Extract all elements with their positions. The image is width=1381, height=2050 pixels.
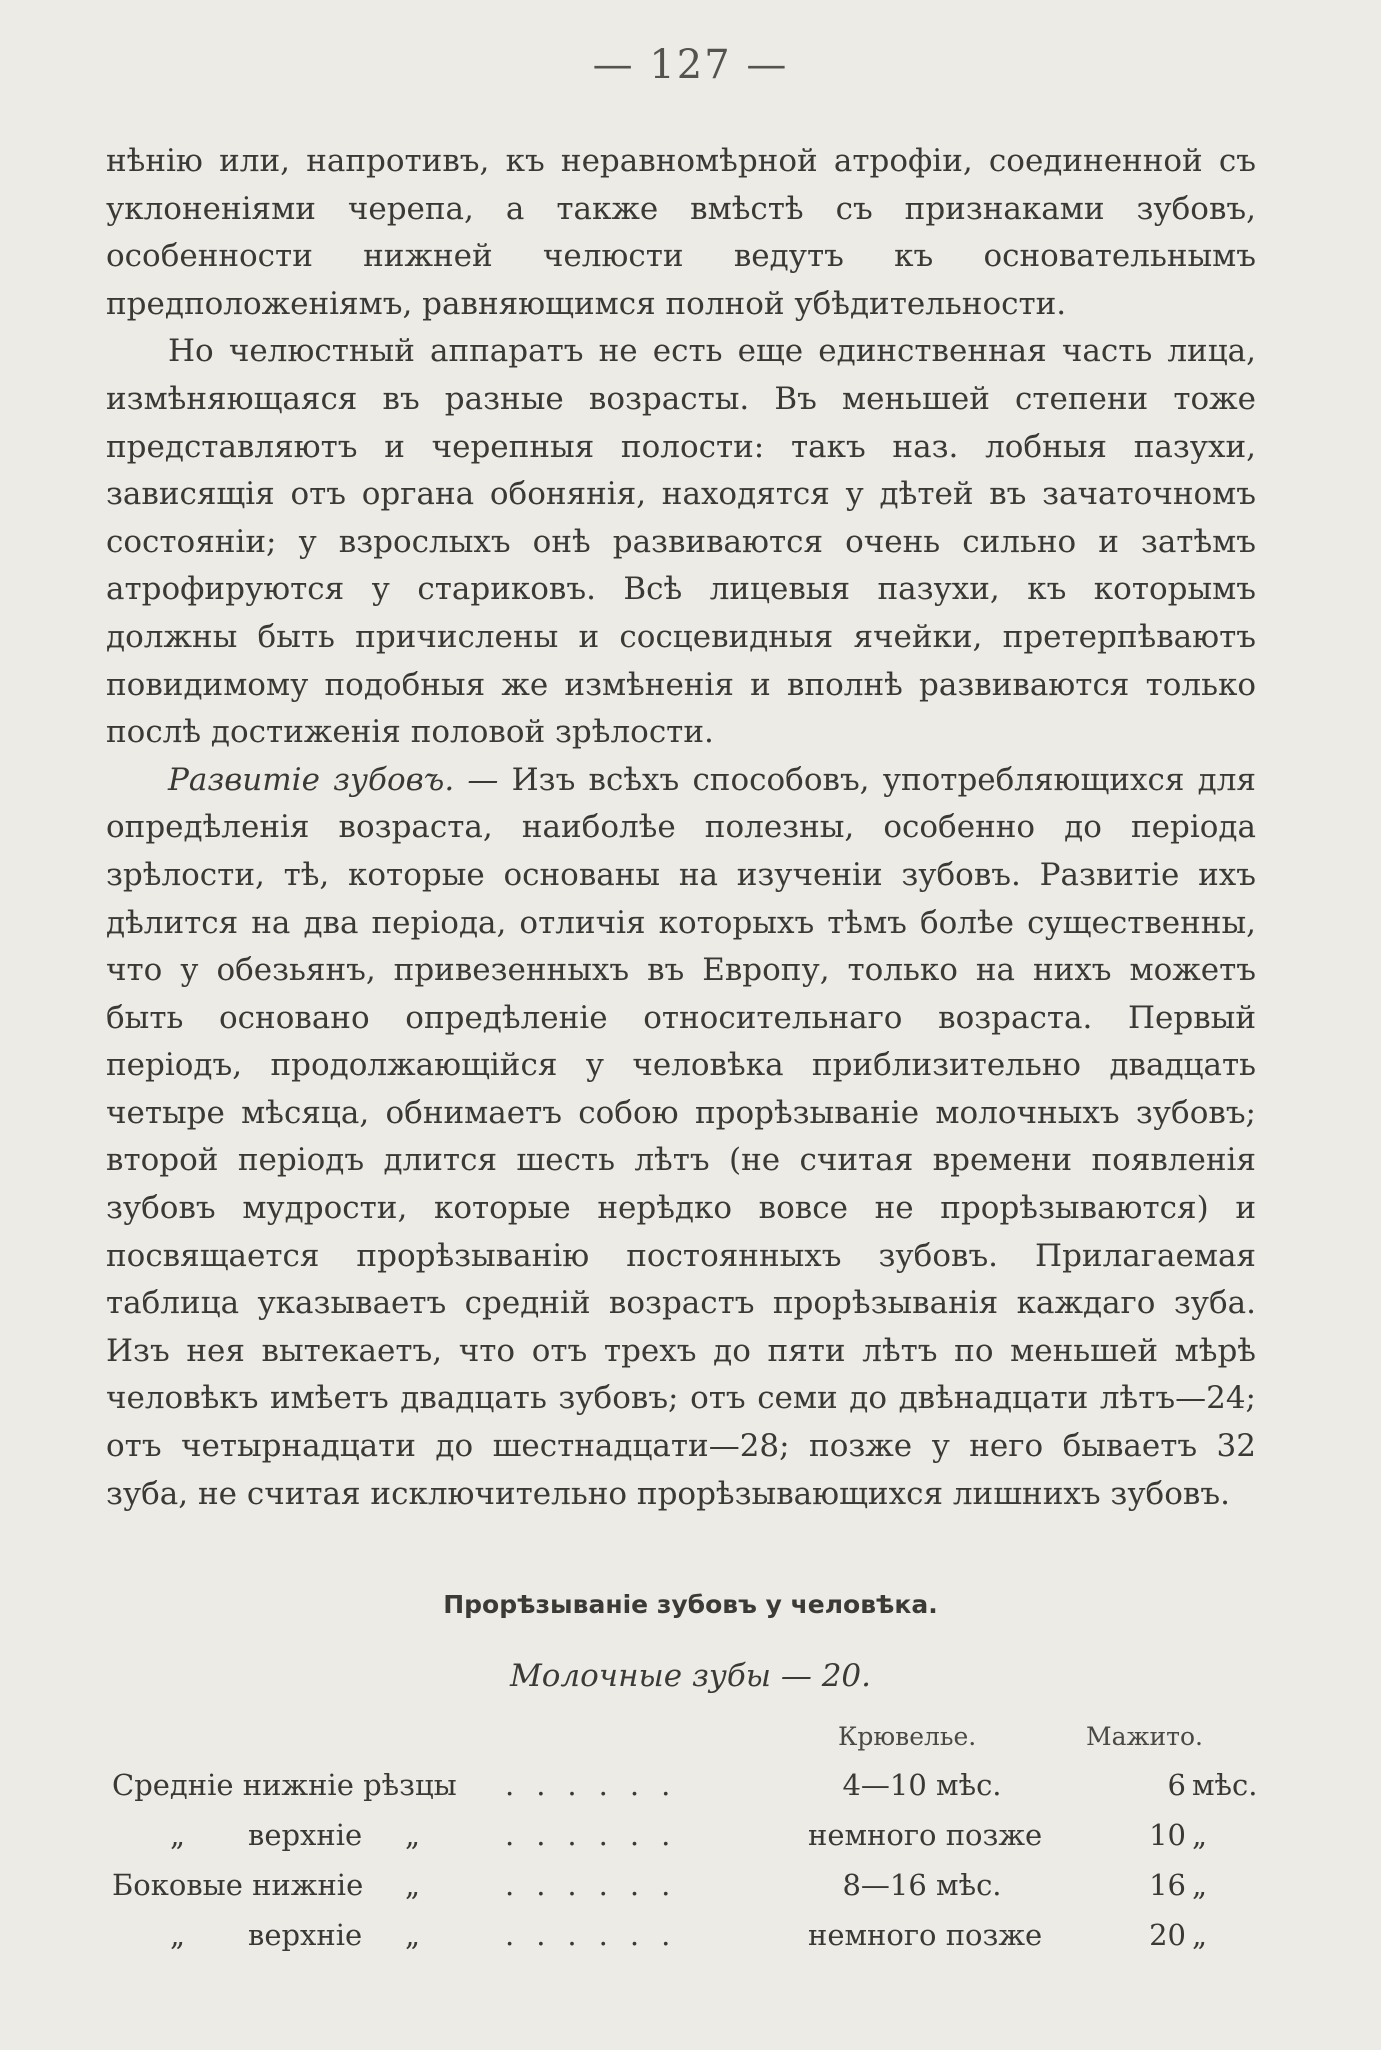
cruveilhier-value: немного позже bbox=[808, 1918, 1043, 1952]
table-row bbox=[0, 1918, 1381, 1968]
column-header-cruveilhier: Крювелье. bbox=[838, 1722, 977, 1751]
magitot-unit: „ bbox=[1192, 1868, 1208, 1902]
cruveilhier-value: 8—16 мѣс. bbox=[842, 1868, 1002, 1902]
magitot-value: 10 bbox=[1149, 1818, 1186, 1852]
ditto-mark: „ bbox=[405, 1818, 421, 1852]
row-label: верхніе bbox=[248, 1918, 363, 1952]
row-label: Средніе нижніе рѣзцы bbox=[112, 1768, 457, 1802]
ditto-mark: „ bbox=[170, 1818, 186, 1852]
paragraph-2: Но челюстный аппаратъ не есть еще единственная часть лица, измѣняющаяся въ разные возрасты. Въ меньшей степени тоже представляютъ и черепныя полости: такъ наз. лобныя пазухи, зависящія отъ органа обонянія, находятся у дѣтей въ зачаточномъ состояніи; у взрослыхъ онѣ развиваются очень сильно и затѣмъ атрофируются у стариковъ. Всѣ лицевыя пазухи, къ которымъ должны быть причислены и сосцевидныя ячейки, претерпѣваютъ повидимому подобныя же измѣненія и вполнѣ развиваются только послѣ достиженія половой зрѣлости. bbox=[106, 333, 1256, 751]
leader-dots: ...... bbox=[505, 1868, 693, 1902]
page-number: — 127 — bbox=[592, 42, 789, 88]
table-row bbox=[0, 1868, 1381, 1918]
body-text bbox=[106, 138, 1256, 1518]
ditto-mark: „ bbox=[405, 1918, 421, 1952]
magitot-unit: „ bbox=[1192, 1918, 1208, 1952]
paragraph-3 bbox=[106, 757, 1256, 1519]
table-title: Прорѣзываніе зубовъ у человѣка. bbox=[443, 1590, 938, 1619]
magitot-value: 20 bbox=[1149, 1918, 1186, 1952]
column-header-magitot: Мажито. bbox=[1086, 1722, 1203, 1751]
magitot-unit: „ bbox=[1192, 1818, 1208, 1852]
magitot-value: 16 bbox=[1149, 1868, 1186, 1902]
cruveilhier-value: немного позже bbox=[808, 1818, 1043, 1852]
section-heading: Развитіе зубовъ. — bbox=[168, 761, 499, 798]
leader-dots: ...... bbox=[505, 1818, 693, 1852]
row-label: Боковые нижніе bbox=[112, 1868, 364, 1902]
paragraph-1: нѣнію или, напротивъ, къ неравномѣрной атрофіи, соединенной съ уклоненіями черепа, а также вмѣстѣ съ признаками зубовъ, особенности нижней челюсти ведутъ къ основательнымъ предположеніямъ, равняющимся полной убѣдительности. bbox=[106, 143, 1256, 322]
ditto-mark: „ bbox=[170, 1918, 186, 1952]
table-row bbox=[0, 1818, 1381, 1868]
paragraph-3-text: Изъ всѣхъ способовъ, употребляющихся для опредѣленія возраста, наиболѣе полезны, особенно до періода зрѣлости, тѣ, которые основаны на изученіи зубовъ. Развитіе ихъ дѣлится на два періода, отличія которыхъ тѣмъ болѣе существенны, что у обезьянъ, привезенныхъ въ Европу, только на нихъ можетъ быть основано опредѣленіе относительнаго возраста. Первый періодъ, продолжающійся у человѣка приблизительно двадцать четыре мѣсяца, обнимаетъ собою прорѣзываніе молочныхъ зубовъ; второй періодъ длится шесть лѣтъ (не считая времени появленія зубовъ мудрости, которые нерѣдко вовсе не прорѣзываются) и посвящается прорѣзыванію постоянныхъ зубовъ. Прилагаемая таблица указываетъ средній возрастъ прорѣзыванія каждаго зуба. Изъ нея вытекаетъ, что отъ трехъ до пяти лѣтъ по меньшей мѣрѣ человѣкъ имѣетъ двадцать зубовъ; отъ семи до двѣнадцати лѣтъ—24; отъ четырнадцати до шестнадцати—28; позже у него бываетъ 32 зуба, не считая исключительно прорѣзывающихся лишнихъ зубовъ. bbox=[106, 761, 1256, 1512]
row-label: верхніе bbox=[248, 1818, 363, 1852]
table-row bbox=[0, 1768, 1381, 1818]
cruveilhier-value: 4—10 мѣс. bbox=[842, 1768, 1002, 1802]
magitot-unit: мѣс. bbox=[1192, 1768, 1258, 1802]
magitot-value: 6 bbox=[1167, 1768, 1186, 1802]
table-subtitle: Молочные зубы — 20. bbox=[509, 1658, 872, 1694]
leader-dots: ...... bbox=[505, 1768, 693, 1802]
ditto-mark: „ bbox=[405, 1868, 421, 1902]
leader-dots: ...... bbox=[505, 1918, 693, 1952]
